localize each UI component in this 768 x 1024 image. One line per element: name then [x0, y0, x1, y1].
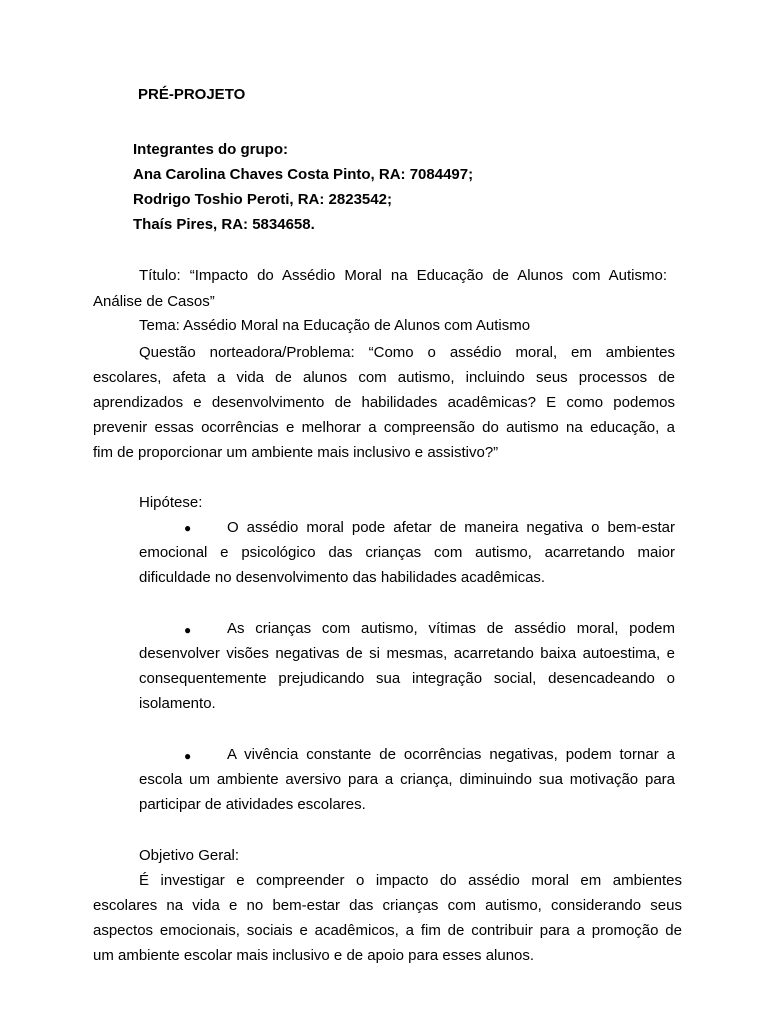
- questao-line: aprendizados e desenvolvimento de habilidades acadêmicas? E como podemos: [93, 394, 675, 411]
- objetivo-line: escolares na vida e no bem-estar das crianças com autismo, considerando seus: [93, 897, 682, 914]
- hipotese-item-line: emocional e psicológico das crianças com autismo, acarretando maior: [139, 544, 675, 561]
- group-member: Ana Carolina Chaves Costa Pinto, RA: 7084497;: [133, 166, 474, 183]
- group-member: Thaís Pires, RA: 5834658.: [133, 216, 315, 233]
- questao-line: escolares, afeta a vida de alunos com autismo, incluindo seus processos de: [93, 369, 675, 386]
- hipotese-item-line: O assédio moral pode afetar de maneira negativa o bem-estar: [227, 519, 675, 536]
- hipotese-item-line: consequentemente prejudicando sua integração social, desencadeando o: [139, 670, 675, 687]
- hipotese-item-line: isolamento.: [139, 695, 216, 712]
- titulo-line: Análise de Casos”: [93, 293, 215, 310]
- group-heading: Integrantes do grupo:: [133, 141, 288, 158]
- hipotese-item-line: A vivência constante de ocorrências negativas, podem tornar a: [227, 746, 675, 763]
- objetivo-line: um ambiente escolar mais inclusivo e de apoio para esses alunos.: [93, 947, 535, 964]
- hipotese-item-line: dificuldade no desenvolvimento das habilidades acadêmicas.: [139, 569, 546, 586]
- group-member: Rodrigo Toshio Peroti, RA: 2823542;: [133, 191, 392, 208]
- bullet-icon: ●: [184, 623, 192, 637]
- objetivo-line: É investigar e compreender o impacto do assédio moral em ambientes: [139, 872, 682, 889]
- document-title: PRÉ-PROJETO: [138, 86, 246, 103]
- hipotese-item-line: As crianças com autismo, vítimas de assédio moral, podem: [227, 620, 675, 637]
- tema-line: Tema: Assédio Moral na Educação de Alunos com Autismo: [139, 317, 531, 334]
- questao-line: prevenir essas ocorrências e melhorar a compreensão do autismo na educação, a: [93, 419, 675, 436]
- hipotese-item-line: participar de atividades escolares.: [139, 796, 366, 813]
- objetivo-line: aspectos emocionais, sociais e acadêmicos, a fim de contribuir para a promoção de: [93, 922, 682, 939]
- hipotese-item-line: desenvolver visões negativas de si mesmas, acarretando baixa autoestima, e: [139, 645, 675, 662]
- titulo-line: Título: “Impacto do Assédio Moral na Educação de Alunos com Autismo:: [139, 267, 667, 284]
- hipotese-item-line: escola um ambiente aversivo para a criança, diminuindo sua motivação para: [139, 771, 675, 788]
- questao-line: Questão norteadora/Problema: “Como o assédio moral, em ambientes: [139, 344, 675, 361]
- hipotese-heading: Hipótese:: [139, 494, 203, 511]
- bullet-icon: ●: [184, 749, 192, 763]
- bullet-icon: ●: [184, 521, 192, 535]
- objetivo-heading: Objetivo Geral:: [139, 847, 240, 864]
- questao-line: fim de proporcionar um ambiente mais inclusivo e assistivo?”: [93, 444, 499, 461]
